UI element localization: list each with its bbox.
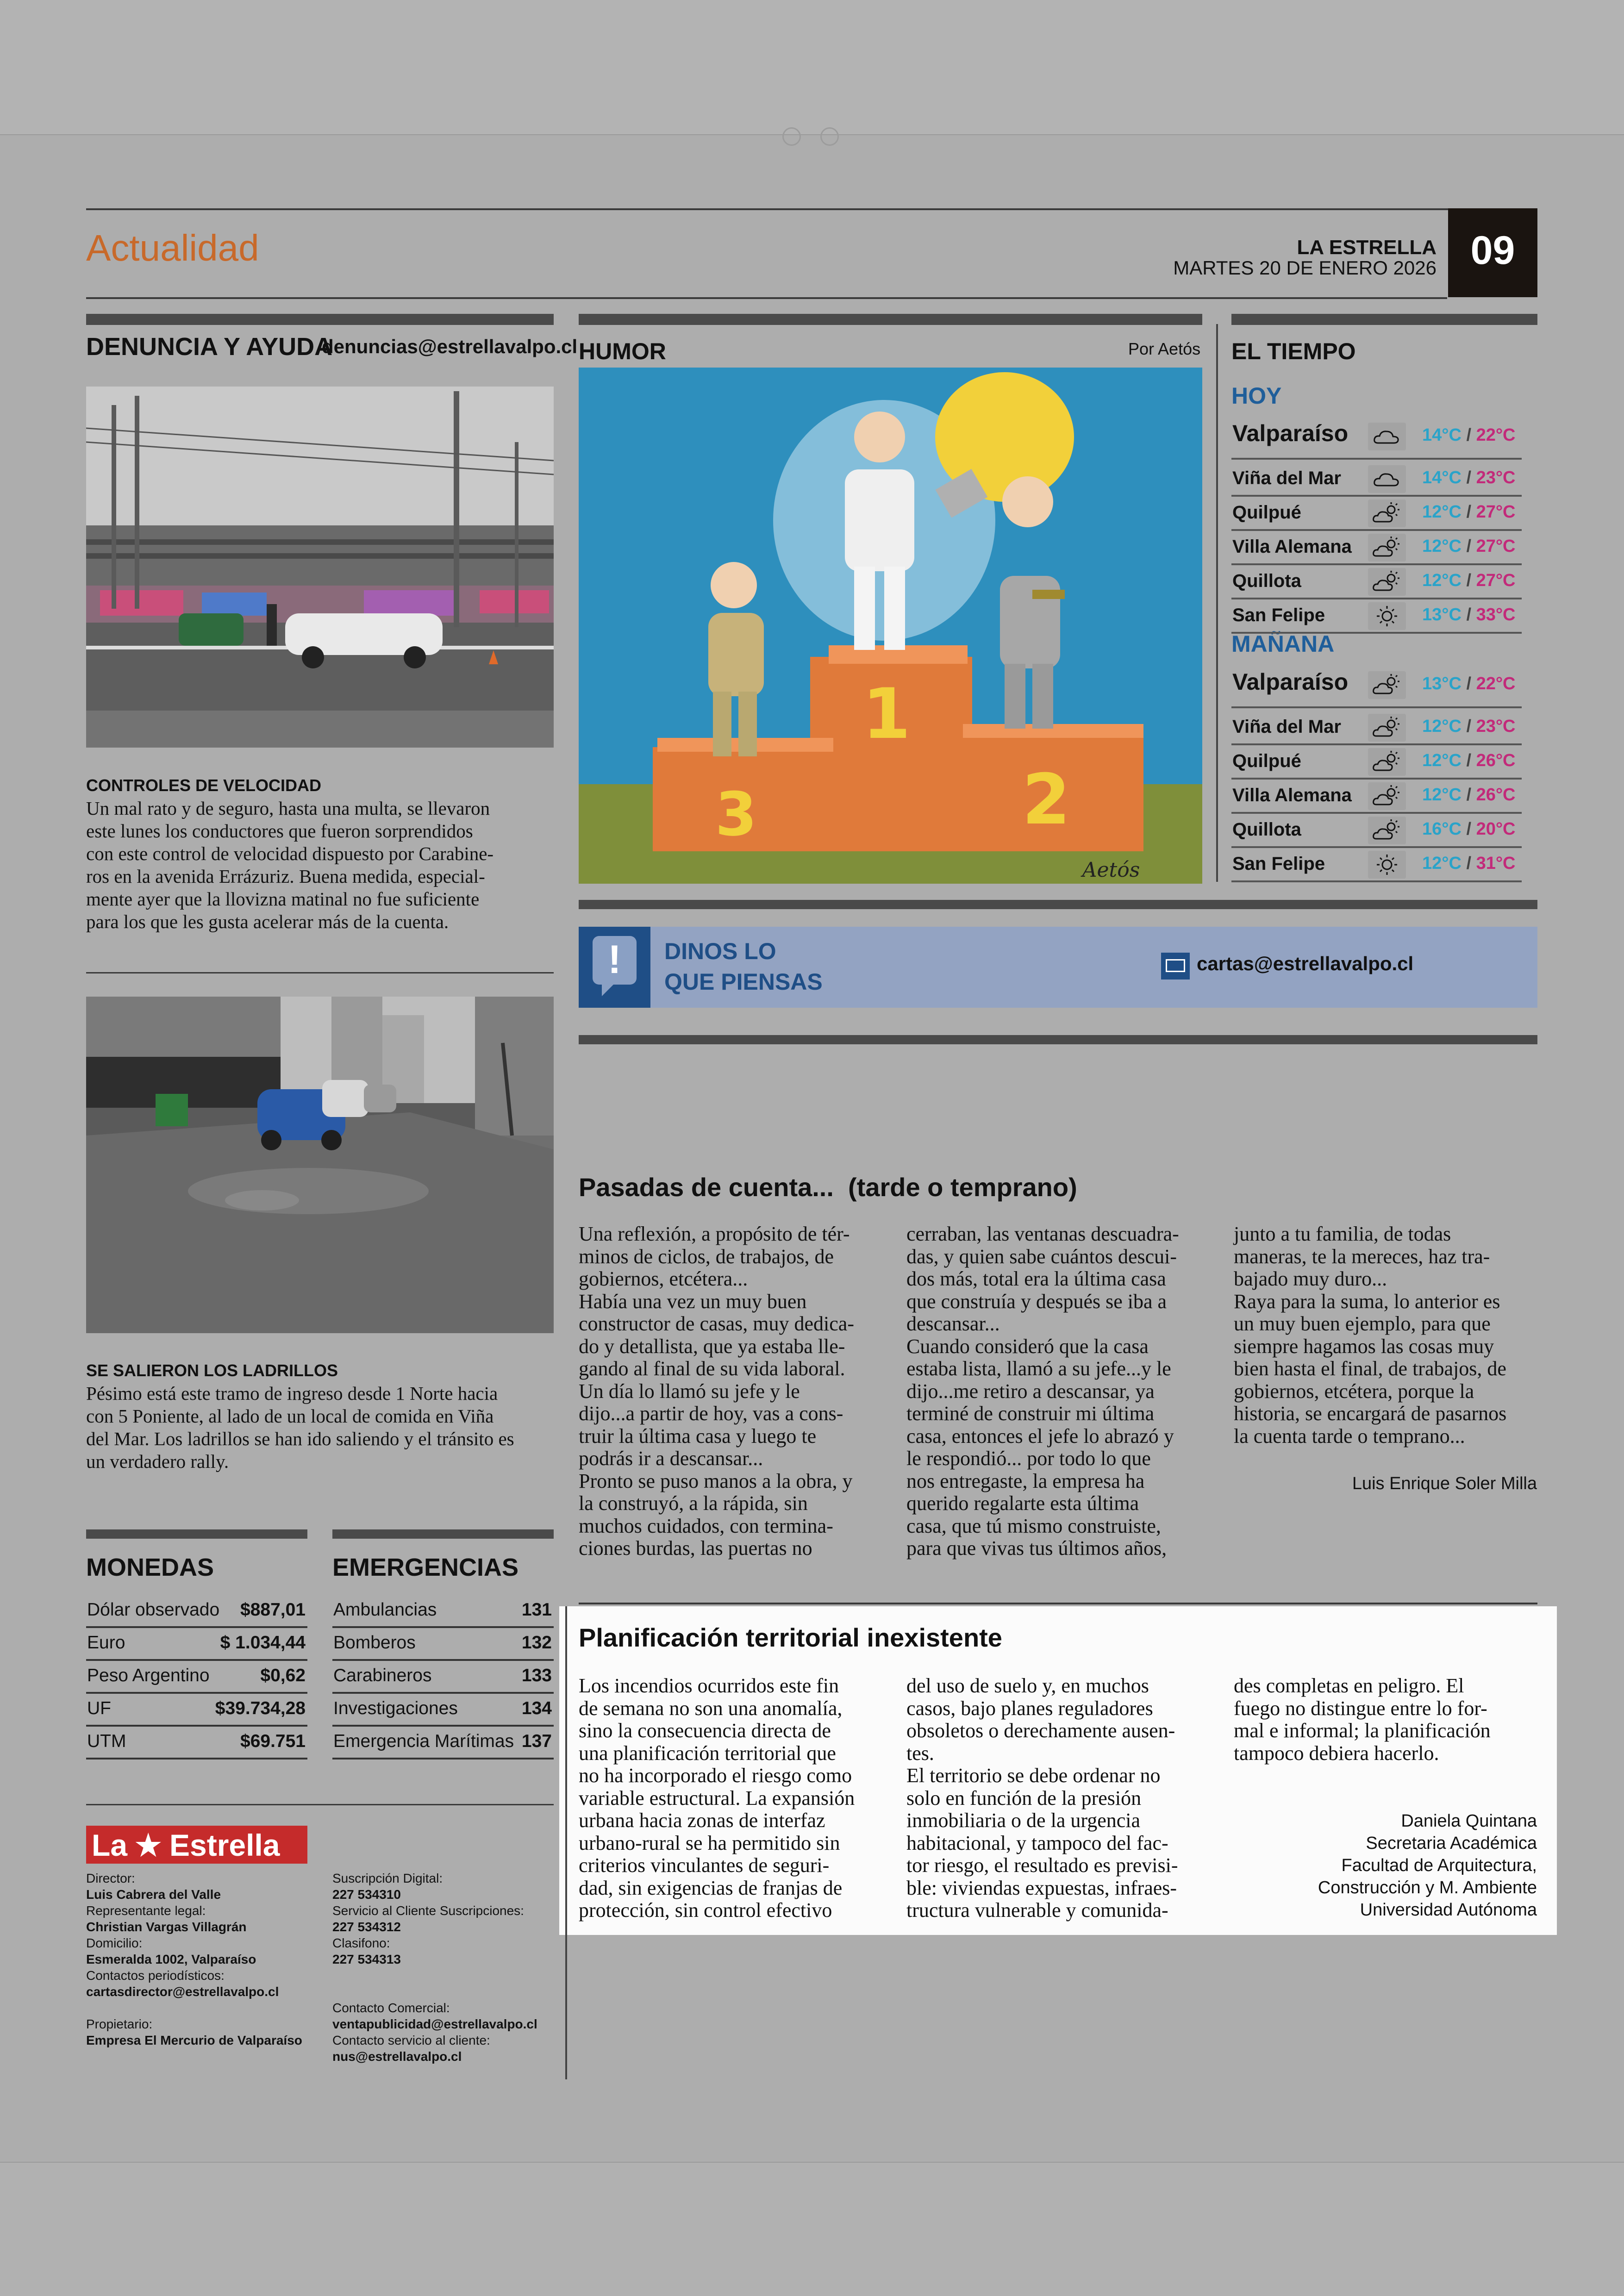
- temp-low: 12°C: [1422, 502, 1462, 522]
- dom-label: Domicilio:: [86, 1936, 143, 1950]
- weather-row-manana: [1231, 780, 1522, 814]
- weather-row-manana: [1231, 711, 1522, 745]
- column-divider-right: [1216, 324, 1218, 882]
- weather-city: Viña del Mar: [1232, 717, 1341, 737]
- story2-text: Pésimo está este tramo de ingreso desde 1 Norte hacia con 5 Poniente, al lado de un local de comida en Viña del Mar. Los ladrillos se han ido saliendo y el tránsito es un verdadero rally.: [86, 1383, 514, 1472]
- serv-label: Servicio al Cliente Suscripciones:: [332, 1903, 524, 1918]
- podium-number-2: 2: [1022, 760, 1071, 840]
- logo-la: La: [92, 1828, 128, 1862]
- weather-temp: [1422, 785, 1516, 805]
- contactos-label: Contactos periodísticos:: [86, 1968, 225, 1983]
- weather-row-manana: [1231, 814, 1522, 848]
- tiempo-hoy-label: HOY: [1231, 383, 1282, 409]
- denuncia-title: DENUNCIA Y AYUDA: [86, 333, 333, 361]
- temp-separator: /: [1461, 717, 1476, 736]
- cli-label: Contacto servicio al cliente:: [332, 2033, 490, 2047]
- emergencias-row: [332, 1660, 554, 1694]
- planificacion-top-rule: [579, 1603, 1537, 1604]
- viewer-bottom-bar: [0, 2162, 1624, 2296]
- author-faculty: Facultad de Arquitectura,: [1341, 1856, 1537, 1875]
- temp-separator: /: [1461, 502, 1476, 522]
- section-title: Actualidad: [86, 227, 259, 268]
- exclamation-icon: !: [608, 937, 621, 982]
- monedas-title: MONEDAS: [86, 1554, 214, 1581]
- weather-city: Villa Alemana: [1232, 537, 1352, 557]
- temp-low: 13°C: [1422, 605, 1462, 624]
- monedas-label: UTM: [87, 1731, 126, 1751]
- emergencias-top-bar: [332, 1529, 554, 1539]
- weather-temp: [1422, 425, 1516, 445]
- weather-row-hoy: [1231, 462, 1522, 497]
- weather-row-manana: [1231, 745, 1522, 780]
- emergencias-label: Bomberos: [333, 1633, 416, 1653]
- humor-top-bar: [579, 314, 1202, 325]
- weather-city: Quillota: [1232, 571, 1301, 591]
- humor-byline: Por Aetós: [1128, 339, 1201, 358]
- story2-title: SE SALIERON LOS LADRILLOS: [86, 1361, 338, 1380]
- temp-high: 22°C: [1476, 425, 1516, 445]
- rep: Christian Vargas Villagrán: [86, 1920, 247, 1934]
- weather-row-manana: [1231, 662, 1522, 708]
- monedas-value: $887,01: [240, 1600, 306, 1620]
- temp-high: 26°C: [1476, 751, 1516, 770]
- humor-title: HUMOR: [579, 338, 666, 364]
- temp-high: 20°C: [1476, 819, 1516, 839]
- temp-high: 33°C: [1476, 605, 1516, 624]
- pasadas-col1: Una reflexión, a propósito de tér- minos de ciclos, de trabajos, de gobiernos, etcétera... Había una vez un muy buen constructor de casas, muy dedica- do y detallista, que ya estaba lle- gando al final de su vida laboral. Un día lo llamó su jefe y le dijo...a partir de hoy, vas a cons- truir la última casa y luego te podrás ir a descansar... Pronto se puso manos a la obra, y la construyó, a la rápida, sin muchos cuidados, con termina- ciones burdas, las puertas no: [579, 1223, 854, 1560]
- pasadas-col2: cerraban, las ventanas descuadra- das, y quien sabe cuántos descui- dos más, total era la última casa que construía y después se iba a descansar... Cuando consideró que la casa estaba lista, llamó a su jefe...y le dijo...me retiro a descansar, ya terminé de construir mi última casa, entonces el jefe lo abrazó y le respondió... por todo lo que nos entregaste, la empresa ha querido regalarte esta última casa, que tú mismo construiste, para que vivas tus últimos años,: [906, 1223, 1179, 1560]
- rep-label: Representante legal:: [86, 1903, 206, 1918]
- page-number-box: [1448, 208, 1537, 297]
- monedas-row: [86, 1660, 307, 1694]
- header-rule-bottom: [86, 297, 1447, 299]
- partly-cloudy-icon: [1368, 534, 1406, 562]
- emergencias-label: Carabineros: [333, 1666, 432, 1685]
- temp-separator: /: [1461, 605, 1476, 624]
- com[interactable]: ventapublicidad@estrellavalpo.cl: [332, 2017, 537, 2031]
- temp-low: 12°C: [1422, 785, 1462, 805]
- monedas-row: [86, 1725, 307, 1759]
- humor-cartoon: [579, 368, 1202, 884]
- temp-low: 12°C: [1422, 717, 1462, 736]
- monedas-row: [86, 1692, 307, 1727]
- mail-icon: [1161, 953, 1190, 980]
- story1-title: CONTROLES DE VELOCIDAD: [86, 776, 322, 795]
- director: Luis Cabrera del Valle: [86, 1887, 221, 1902]
- weather-temp: [1422, 537, 1516, 556]
- dom: Esmeralda 1002, Valparaíso: [86, 1952, 256, 1966]
- weather-temp: [1422, 751, 1516, 771]
- sun-icon: [1368, 602, 1406, 630]
- staff-top-rule: [86, 1804, 554, 1805]
- weather-temp: [1422, 571, 1516, 591]
- weather-city: Quilpué: [1232, 751, 1301, 771]
- temp-separator: /: [1461, 751, 1476, 770]
- dinos-top-bar: [579, 900, 1537, 909]
- weather-row-hoy: [1231, 413, 1522, 460]
- cloud-icon: [1368, 465, 1406, 493]
- temp-high: 27°C: [1476, 537, 1516, 556]
- weather-temp: [1422, 674, 1516, 694]
- emergencias-value: 137: [521, 1731, 552, 1751]
- temp-low: 14°C: [1422, 425, 1462, 445]
- author-univ: Universidad Autónoma: [1360, 1900, 1537, 1920]
- partly-cloudy-icon: [1368, 748, 1406, 776]
- weather-city: Valparaíso: [1232, 420, 1349, 446]
- temp-high: 31°C: [1476, 854, 1516, 873]
- dinos-icon: [579, 927, 650, 1008]
- weather-city: Valparaíso: [1232, 669, 1349, 695]
- cli[interactable]: nus@estrellavalpo.cl: [332, 2049, 462, 2064]
- issue-date: MARTES 20 DE ENERO 2026: [1173, 257, 1437, 279]
- speed-control-photo: [86, 387, 554, 748]
- emergencias-row: [332, 1725, 554, 1759]
- temp-low: 14°C: [1422, 468, 1462, 487]
- staff-right: [332, 1870, 555, 2065]
- denuncia-divider: [86, 972, 554, 973]
- temp-low: 12°C: [1422, 571, 1462, 590]
- logo-star-icon: ★: [133, 1827, 163, 1864]
- planificacion-author: [1318, 1810, 1537, 1921]
- temp-separator: /: [1461, 571, 1476, 590]
- dinos-email[interactable]: cartas@estrellavalpo.cl: [1197, 953, 1414, 974]
- temp-low: 13°C: [1422, 674, 1462, 693]
- planificacion-col3: des completas en peligro. El fuego no distingue entre lo for- mal e informal; la planificación tampoco debiera hacerlo.: [1234, 1674, 1491, 1765]
- weather-temp: [1422, 819, 1516, 839]
- weather-city: San Felipe: [1232, 605, 1325, 625]
- serv: 227 534312: [332, 1920, 401, 1934]
- prop: Empresa El Mercurio de Valparaíso: [86, 2033, 302, 2047]
- author-role: Secretaria Académica: [1366, 1834, 1537, 1853]
- clas-label: Clasifono:: [332, 1936, 390, 1950]
- prop-label: Propietario:: [86, 2017, 153, 2031]
- pasadas-author: Luis Enrique Soler Milla: [1352, 1474, 1537, 1493]
- partly-cloudy-icon: [1368, 568, 1406, 596]
- monedas-value: $39.734,28: [215, 1698, 306, 1718]
- monedas-top-bar: [86, 1529, 307, 1539]
- monedas-label: Dólar observado: [87, 1600, 220, 1620]
- weather-temp: [1422, 468, 1516, 488]
- weather-city: Viña del Mar: [1232, 468, 1341, 488]
- sun-icon: [1368, 851, 1406, 879]
- podium-number-1: 1: [862, 674, 911, 755]
- temp-low: 12°C: [1422, 854, 1462, 873]
- emergencias-value: 134: [521, 1698, 552, 1718]
- contactos[interactable]: cartasdirector@estrellavalpo.cl: [86, 1984, 279, 1999]
- tiempo-manana-label: MAÑANA: [1231, 631, 1335, 657]
- partly-cloudy-icon: [1368, 499, 1406, 527]
- weather-row-hoy: [1231, 497, 1522, 531]
- director-label: Director:: [86, 1871, 135, 1885]
- emergencias-row: [332, 1627, 554, 1661]
- header-rule-top: [86, 208, 1537, 210]
- emergencias-label: Ambulancias: [333, 1600, 437, 1620]
- weather-row-manana: [1231, 848, 1522, 882]
- emergencias-label: Emergencia Marítimas: [333, 1731, 514, 1751]
- monedas-row: [86, 1627, 307, 1661]
- partly-cloudy-icon: [1368, 817, 1406, 844]
- weather-city: San Felipe: [1232, 854, 1325, 874]
- emergencias-title: EMERGENCIAS: [332, 1554, 519, 1581]
- temp-separator: /: [1461, 854, 1476, 873]
- temp-low: 16°C: [1422, 819, 1462, 839]
- viewer-page-dots[interactable]: [782, 127, 843, 145]
- temp-separator: /: [1461, 537, 1476, 556]
- staff-left: [86, 1870, 327, 2048]
- la-estrella-logo: [86, 1826, 307, 1864]
- temp-separator: /: [1461, 819, 1476, 839]
- emergencias-value: 132: [521, 1633, 552, 1653]
- weather-temp: [1422, 854, 1516, 873]
- temp-separator: /: [1461, 425, 1476, 445]
- weather-row-hoy: [1231, 565, 1522, 599]
- cloud-icon: [1368, 423, 1406, 450]
- denuncia-email[interactable]: denuncias@estrellavalpo.cl: [322, 336, 578, 357]
- denuncia-top-bar: [86, 314, 554, 325]
- weather-city: Villa Alemana: [1232, 785, 1352, 805]
- tiempo-title: EL TIEMPO: [1231, 338, 1356, 364]
- planificacion-title: Planificación territorial inexistente: [579, 1623, 1002, 1652]
- emergencias-value: 133: [521, 1666, 552, 1685]
- logo-estrella: Estrella: [169, 1828, 280, 1862]
- page-number: 09: [1470, 228, 1515, 273]
- dinos-line1: DINOS LO: [664, 938, 776, 964]
- bricks-photo: [86, 997, 554, 1333]
- tiempo-top-bar: [1231, 314, 1537, 325]
- temp-high: 27°C: [1476, 571, 1516, 590]
- temp-high: 27°C: [1476, 502, 1516, 522]
- weather-row-hoy: [1231, 599, 1522, 634]
- planificacion-col2: del uso de suelo y, en muchos casos, bajo planes reguladores obsoletos o derechamente ausen- tes. El territorio se debe ordenar no solo en función de la presión inmobiliaria o de la urgencia habitacional, y tampoco del fac- tor riesgo, el resultado es previsi- ble: viviendas expuestas, infraes- tructura vulnerable y comunida-: [906, 1674, 1178, 1922]
- weather-temp: [1422, 717, 1516, 736]
- cartoon-signature: Aetós: [1082, 858, 1140, 882]
- dinos-bottom-bar: [579, 1035, 1537, 1044]
- clas: 227 534313: [332, 1952, 401, 1966]
- partly-cloudy-icon: [1368, 782, 1406, 810]
- weather-city: Quillota: [1232, 819, 1301, 840]
- weather-temp: [1422, 502, 1516, 522]
- temp-separator: /: [1461, 674, 1476, 693]
- monedas-value: $69.751: [240, 1731, 306, 1751]
- weather-city: Quilpué: [1232, 502, 1301, 523]
- column-divider-left: [565, 1606, 567, 2079]
- temp-high: 26°C: [1476, 785, 1516, 805]
- pasadas-title: Pasadas de cuenta... (tarde o temprano): [579, 1173, 1077, 1202]
- monedas-label: Euro: [87, 1633, 125, 1653]
- monedas-value: $0,62: [260, 1666, 306, 1685]
- story1-text: Un mal rato y de seguro, hasta una multa, se llevaron este lunes los conductores que fueron sorprendidos con este control de velocidad dispuesto por Carabine- ros en la avenida Errázuriz. Buena medida, especial- mente ayer que la llovizna matinal no fue suficiente para los que les gusta acelerar más de la cuenta.: [86, 798, 494, 932]
- author-dept: Construcción y M. Ambiente: [1318, 1878, 1537, 1897]
- temp-high: 22°C: [1476, 674, 1516, 693]
- monedas-label: Peso Argentino: [87, 1666, 210, 1685]
- planificacion-col1: Los incendios ocurridos este fin de semana no son una anomalía, sino la consecuencia directa de una planificación territorial que no ha incorporado el riesgo como variable estructural. La expansión urbana hacia zonas de interfaz urbano-rural se ha permitido sin criterios vinculantes de seguri- dad, sin exigencias de franjas de protección, sin control efectivo: [579, 1674, 855, 1922]
- partly-cloudy-icon: [1368, 671, 1406, 699]
- monedas-value: $ 1.034,44: [220, 1633, 306, 1653]
- pasadas-col3: junto a tu familia, de todas maneras, te la mereces, haz tra- bajado muy duro... Raya para la suma, lo anterior es un muy buen ejemplo, para que siempre hagamos las cosas muy bien hasta el final, de trabajos, de gobiernos, etcétera, porque la historia, se encargará de pasarnos la cuenta tarde o temprano...: [1234, 1223, 1507, 1447]
- dinos-line2: QUE PIENSAS: [664, 969, 823, 995]
- susc-label: Suscripción Digital:: [332, 1871, 443, 1885]
- temp-high: 23°C: [1476, 717, 1516, 736]
- temp-low: 12°C: [1422, 751, 1462, 770]
- viewer-top-bar: [0, 0, 1624, 135]
- emergencias-row: [332, 1692, 554, 1727]
- author-name: Daniela Quintana: [1401, 1811, 1537, 1831]
- emergencias-value: 131: [521, 1600, 552, 1620]
- temp-separator: /: [1461, 785, 1476, 805]
- partly-cloudy-icon: [1368, 714, 1406, 742]
- podium-number-3: 3: [715, 779, 757, 849]
- com-label: Contacto Comercial:: [332, 2001, 450, 2015]
- monedas-label: UF: [87, 1698, 111, 1718]
- weather-row-hoy: [1231, 531, 1522, 565]
- susc: 227 534310: [332, 1887, 401, 1902]
- newspaper-name: LA ESTRELLA: [1297, 236, 1437, 259]
- emergencias-row: [332, 1594, 554, 1628]
- temp-high: 23°C: [1476, 468, 1516, 487]
- temp-separator: /: [1461, 468, 1476, 487]
- temp-low: 12°C: [1422, 537, 1462, 556]
- emergencias-label: Investigaciones: [333, 1698, 458, 1718]
- dinos-banner: [579, 927, 1537, 1008]
- weather-temp: [1422, 605, 1516, 625]
- monedas-row: [86, 1594, 307, 1628]
